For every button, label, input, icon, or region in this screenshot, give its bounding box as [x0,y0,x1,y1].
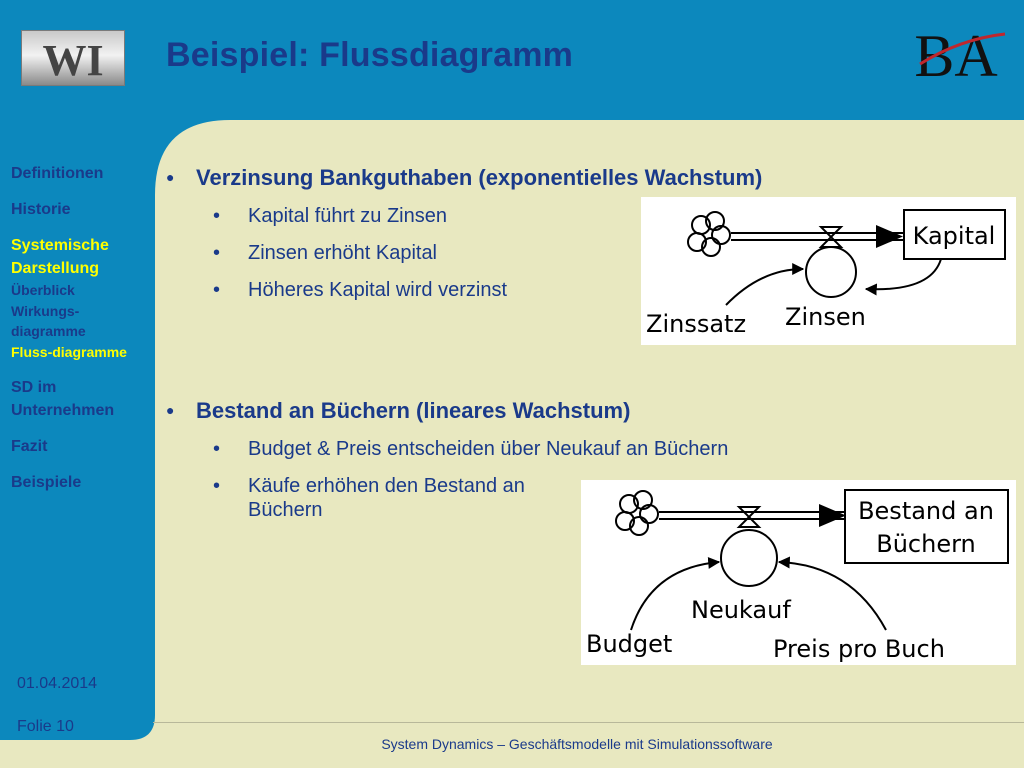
bullet-text: Kapital führt zu Zinsen [248,205,447,227]
valve-icon [821,227,841,247]
ba-logo-text: BA [914,24,998,86]
wi-logo-text: WI [42,36,104,85]
sidebar-nav [11,162,151,507]
list-item [213,474,568,522]
flow-rate-circle [806,247,856,297]
section2-heading-text: Bestand an Büchern (lineares Wachstum) [196,398,631,423]
flow-label-zinsen: Zinsen [785,303,866,331]
stock-label-line2: Büchern [876,530,976,558]
bullet-icon: • [213,279,221,301]
cloud-icon [688,212,730,256]
section1-heading [166,165,762,191]
aux-label-budget: Budget [586,630,673,658]
flow-diagram-buecher [581,480,1016,665]
sidebar-item-definitionen[interactable]: Definitionen [11,165,104,182]
section1-bullets [213,204,507,315]
section2-heading [166,398,630,424]
section1-heading-text: Verzinsung Bankguthaben (exponentielles Wachstum) [196,165,763,190]
slide-number: Folie 10 [17,718,74,735]
bullet-dot-icon: ● [166,402,175,418]
footer-text: System Dynamics – Geschäftsmodelle mit Simulationssoftware [381,736,773,752]
flow-rate-circle [721,530,777,586]
stock-label-kapital: Kapital [912,222,996,250]
slide-title: Beispiel: Flussdiagramm [166,36,574,74]
sidebar-item-beispiele[interactable]: Beispiele [11,474,82,491]
wi-logo [21,30,125,86]
sidebar-item-fazit[interactable]: Fazit [11,438,48,455]
flow-arrowhead [876,225,903,248]
list-item [213,278,507,302]
list-item [213,437,898,461]
sidebar-subitem-wirkungsdiagramme[interactable]: Wirkungs-diagramme [11,302,86,339]
flow-diagram-kapital [641,197,1016,345]
aux-label-preis: Preis pro Buch [773,635,945,663]
flow-arrowhead [819,504,846,527]
slide-date: 01.04.2014 [17,675,98,692]
stock-label-line1: Bestand an [858,497,994,525]
feedback-arrow [866,259,941,289]
bullet-text: Budget & Preis entscheiden über Neukauf an Büchern [248,438,729,460]
bullet-dot-icon: ● [166,169,175,185]
ba-logo [900,24,1012,86]
input-arrow [726,269,803,305]
bullet-icon: • [213,242,221,264]
bullet-icon: • [213,438,221,460]
bullet-icon: • [213,475,221,497]
bullet-icon: • [213,205,221,227]
cloud-icon [616,491,658,535]
sidebar-subitem-flussdiagramme[interactable]: Fluss-diagramme [11,343,127,360]
sidebar-item-historie[interactable]: Historie [11,201,71,218]
sidebar-item-systemische-darstellung[interactable]: Systemische Darstellung [11,237,109,277]
aux-label-zinssatz: Zinssatz [646,310,747,338]
list-item [213,204,507,228]
valve-icon [739,507,759,527]
bullet-text: Zinsen erhöht Kapital [248,242,438,264]
bullet-text: Käufe erhöhen den Bestand an Büchern [248,475,525,521]
footer-divider [153,722,1024,723]
bullet-text: Höheres Kapital wird verzinst [248,279,507,301]
sidebar-group-systemische-darstellung [11,234,151,362]
section2-bullets [213,437,729,535]
flow-label-neukauf: Neukauf [691,596,791,624]
sidebar-item-sd-im-unternehmen[interactable]: SD im Unternehmen [11,379,115,419]
price-arrow [779,562,886,630]
sidebar-subitem-ueberblick[interactable]: Überblick [11,282,75,298]
list-item [213,241,507,265]
